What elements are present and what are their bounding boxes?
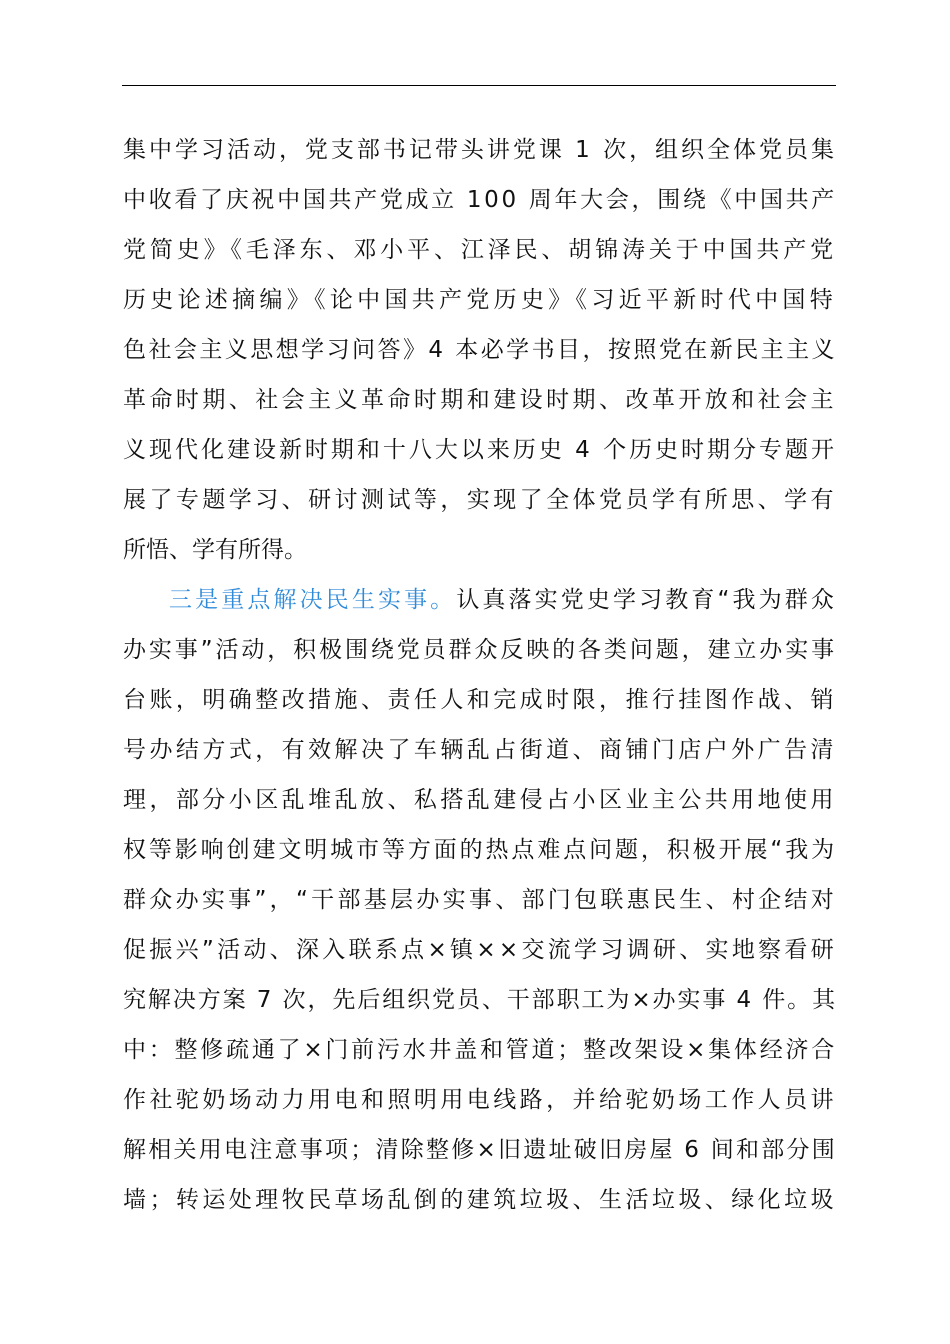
header-rule	[122, 85, 836, 86]
text-line: 革命时期、社会主义革命时期和建设时期、改革开放和社会主	[123, 387, 837, 413]
paragraph-1	[123, 125, 837, 575]
text-line: 色社会主义思想学习问答》4 本必学书目，按照党在新民主主义	[123, 337, 837, 363]
section-heading: 三是重点解决民生实事。	[169, 587, 457, 613]
text-line: 解相关用电注意事项；清除整修×旧遗址破旧房屋 6 间和部分围	[123, 1137, 837, 1163]
text-line: 群众办实事”，“干部基层办实事、部门包联惠民生、村企结对	[123, 887, 837, 913]
text-line: 历史论述摘编》《论中国共产党历史》《习近平新时代中国特	[123, 287, 837, 313]
text-line: 办实事”活动，积极围绕党员群众反映的各类问题，建立办实事	[123, 637, 837, 663]
text-line: 展了专题学习、研讨测试等，实现了全体党员学有所思、学有	[123, 487, 837, 513]
text-line: 权等影响创建文明城市等方面的热点难点问题，积极开展“我为	[123, 837, 837, 863]
text-line: 所悟、学有所得。	[123, 537, 307, 563]
text-line: 促振兴”活动、深入联系点×镇××交流学习调研、实地察看研	[123, 937, 837, 963]
text-line: 台账，明确整改措施、责任人和完成时限，推行挂图作战、销	[123, 687, 837, 713]
text-line: 集中学习活动，党支部书记带头讲党课 1 次，组织全体党员集	[123, 137, 837, 163]
paragraph-2	[123, 575, 837, 1225]
document-body	[123, 125, 837, 1225]
text-line: 作社驼奶场动力用电和照明用电线路，并给驼奶场工作人员讲	[123, 1087, 837, 1113]
text-line: 中收看了庆祝中国共产党成立 100 周年大会，围绕《中国共产	[123, 187, 837, 213]
text-line: 究解决方案 7 次，先后组织党员、干部职工为×办实事 4 件。其	[123, 987, 837, 1013]
text-line: 党简史》《毛泽东、邓小平、江泽民、胡锦涛关于中国共产党	[123, 237, 837, 263]
text-line: 墙；转运处理牧民草场乱倒的建筑垃圾、生活垃圾、绿化垃圾	[123, 1187, 837, 1213]
text-line: 中：整修疏通了×门前污水井盖和管道；整改架设×集体经济合	[123, 1037, 837, 1063]
text-line: 号办结方式，有效解决了车辆乱占街道、商铺门店户外广告清	[123, 737, 837, 763]
text-line: 三是重点解决民生实事。 认真落实党史学习教育“我为群众	[123, 575, 837, 625]
text-line: 理，部分小区乱堆乱放、私搭乱建侵占小区业主公共用地使用	[123, 787, 837, 813]
text-line: 义现代化建设新时期和十八大以来历史 4 个历史时期分专题开	[123, 437, 837, 463]
